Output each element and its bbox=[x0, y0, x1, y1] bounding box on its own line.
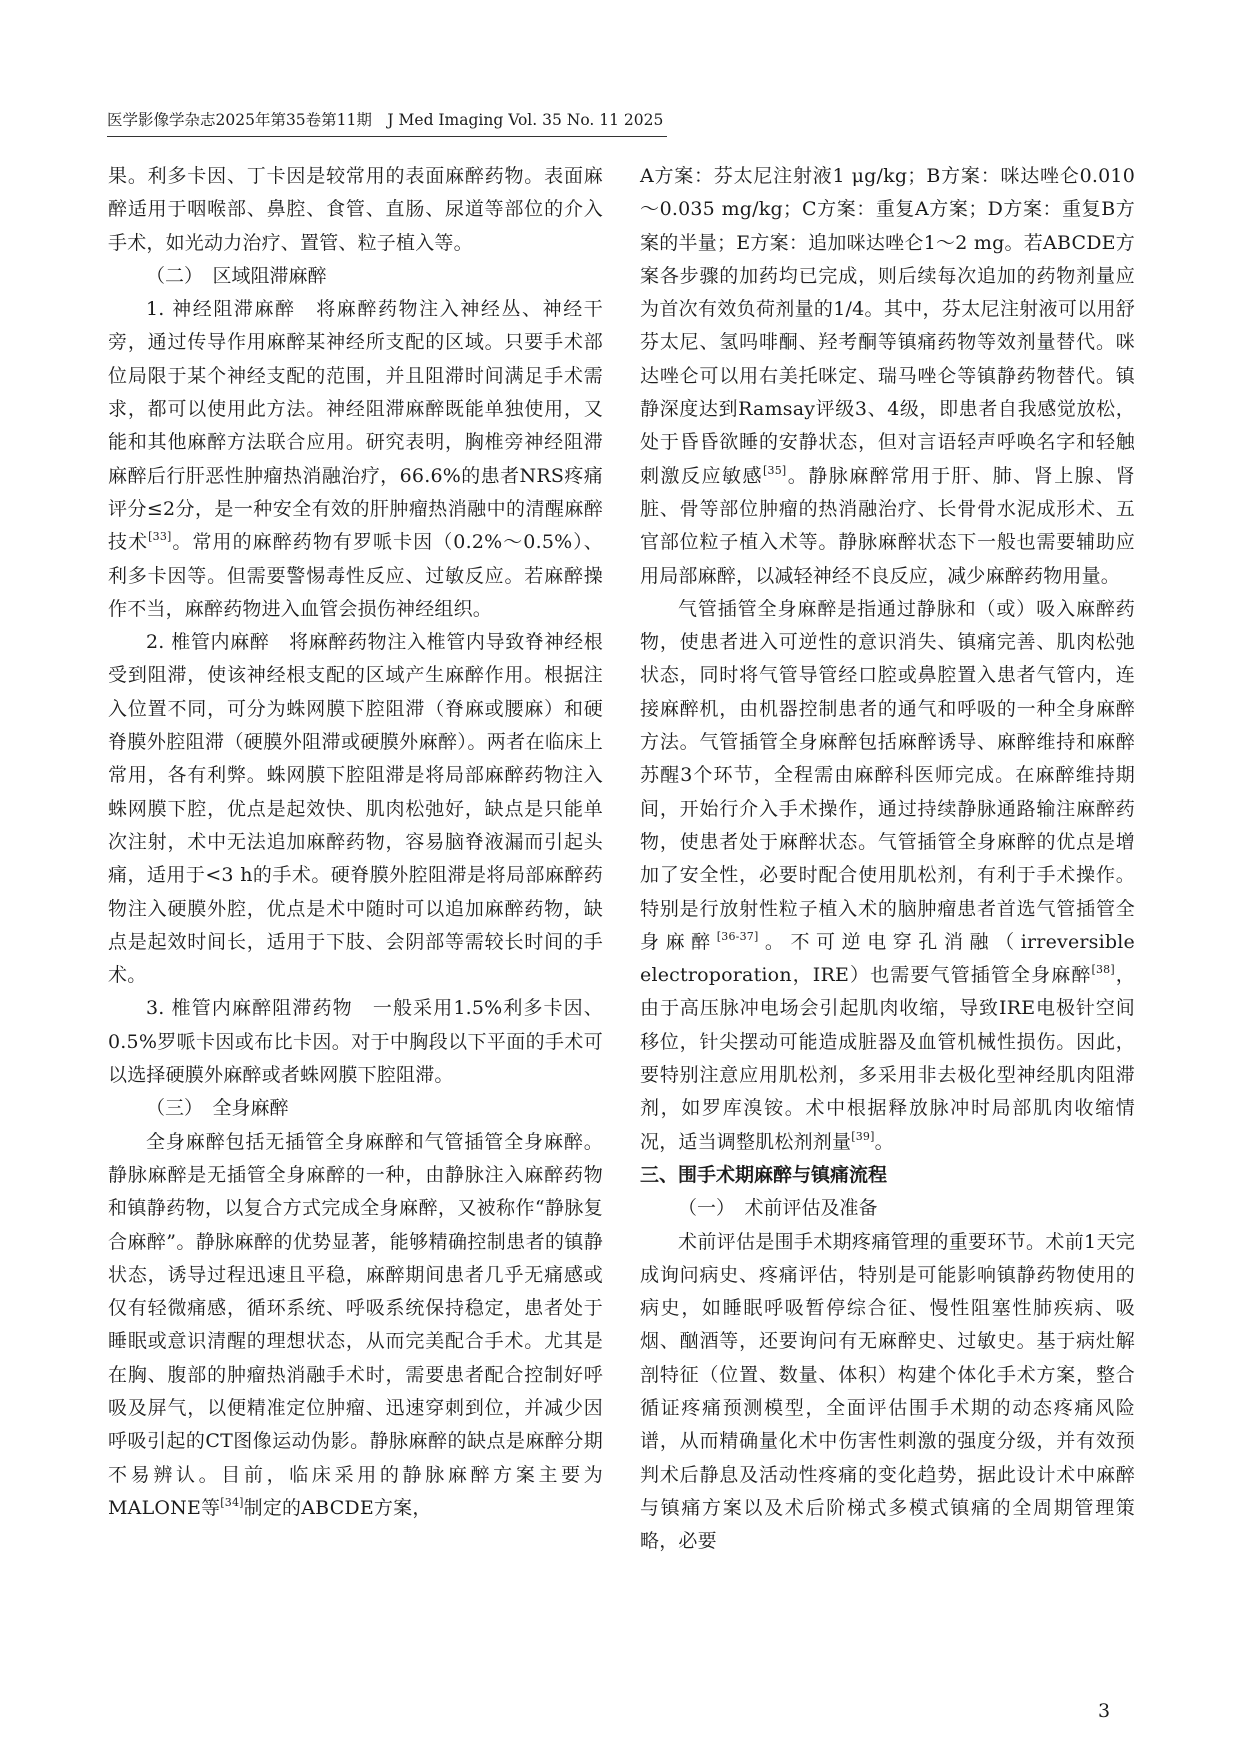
running-header: 医学影像学杂志2025年第35卷第11期 J Med Imaging Vol. 35 No. 11 2025 bbox=[107, 111, 664, 129]
citation: [36-37] bbox=[716, 929, 759, 943]
paragraph: 1. 神经阻滞麻醉 将麻醉药物注入神经丛、神经干旁，通过传导作用麻醉某神经所支配的区域。只要手术部位局限于某个神经支配的范围，并且阻滞时间满足手术需求，都可以使用此方法。神经阻滞麻醉既能单独使用，又能和其他麻醉方法联合应用。研究表明，胸椎旁神经阻滞麻醉后行肝恶性肿瘤热消融治疗，66.6%的患者NRS疼痛评分≤2分，是一种安全有效的肝肿瘤热消融中的清醒麻醉技术[33]。常用的麻醉药物有罗哌卡因（0.2%～0.5%）、利多卡因等。但需要警惕毒性反应、过敏反应。若麻醉操作不当，麻醉药物进入血管会损伤神经组织。 bbox=[108, 298, 603, 620]
paragraph: 2. 椎管内麻醉 将麻醉药物注入椎管内导致脊神经根受到阻滞，使该神经根支配的区域产生麻醉作用。根据注入位置不同，可分为蛛网膜下腔阻滞（脊麻或腰麻）和硬脊膜外腔阻滞（硬膜外阻滞或硬膜外麻醉）。两者在临床上常用，各有利弊。蛛网膜下腔阻滞是将局部麻醉药物注入蛛网膜下腔，优点是起效快、肌肉松弛好，缺点是只能单次注射，术中无法追加麻醉药物，容易脑脊液漏而引起头痛，适用于<3 h的手术。硬脊膜外腔阻滞是将局部麻醉药物注入硬膜外腔，优点是术中随时可以追加麻醉药物，缺点是起效时间长，适用于下肢、会阴部等需较长时间的手术。 bbox=[108, 631, 603, 987]
subsection-heading: （三） 全身麻醉 bbox=[146, 1097, 289, 1120]
paragraph: 果。利多卡因、丁卡因是较常用的表面麻醉药物。表面麻醉适用于咽喉部、鼻腔、食管、直肠、尿道等部位的介入手术，如光动力治疗、置管、粒子植入等。 bbox=[108, 165, 603, 254]
citation: [34] bbox=[220, 1495, 244, 1509]
citation: [39] bbox=[851, 1129, 875, 1143]
citation: [35] bbox=[763, 463, 787, 477]
paragraph: A方案：芬太尼注射液1 μg/kg；B方案：咪达唑仑0.010～0.035 mg/kg；C方案：重复A方案；D方案：重复B方案的半量；E方案：追加咪达唑仑1～2 mg。若ABCDE方案各步骤的加药均已完成，则后续每次追加的药物剂量应为首次有效负荷剂量的1/4。其中，芬太尼注射液可以用舒芬太尼、氢吗啡酮、羟考酮等镇痛药物等效剂量替代。咪达唑仑可以用右美托咪定、瑞马唑仑等镇静药物替代。镇静深度达到Ramsay评级3、4级，即患者自我感觉放松，处于昏昏欲睡的安静状态，但对言语轻声呼唤名字和轻触刺激反应敏感[35]。静脉麻醉常用于肝、肺、肾上腺、肾脏、骨等部位肿瘤的热消融治疗、长骨骨水泥成形术、五官部位粒子植入术等。静脉麻醉状态下一般也需要辅助应用局部麻醉，以减轻神经不良反应，减少麻醉药物用量。 bbox=[640, 165, 1135, 587]
citation: [33] bbox=[148, 530, 172, 544]
header-rule bbox=[107, 136, 667, 137]
subsection-heading: （二） 区域阻滞麻醉 bbox=[146, 264, 327, 287]
paragraph: 全身麻醉包括无插管全身麻醉和气管插管全身麻醉。静脉麻醉是无插管全身麻醉的一种，由静脉注入麻醉药物和镇静药物，以复合方式完成全身麻醉，又被称作“静脉复合麻醉”。静脉麻醉的优势显著，能够精确控制患者的镇静状态，诱导过程迅速且平稳，麻醉期间患者几乎无痛感或仅有轻微痛感，循环系统、呼吸系统保持稳定，患者处于睡眠或意识清醒的理想状态，从而完美配合手术。尤其是在胸、腹部的肿瘤热消融手术时，需要患者配合控制好呼吸及屏气，以便精准定位肿瘤、迅速穿刺到位，并减少因呼吸引起的CT图像运动伪影。静脉麻醉的缺点是麻醉分期不易辨认。目前，临床采用的静脉麻醉方案主要为MALONE等[34]制定的ABCDE方案， bbox=[108, 1130, 603, 1519]
page-number: 3 bbox=[1098, 1700, 1111, 1722]
subsection-heading: （一） 术前评估及准备 bbox=[678, 1197, 878, 1220]
left-column bbox=[108, 160, 603, 1525]
paragraph: 气管插管全身麻醉是指通过静脉和（或）吸入麻醉药物，使患者进入可逆性的意识消失、镇痛完善、肌肉松弛状态，同时将气管导管经口腔或鼻腔置入患者气管内，连接麻醉机，由机器控制患者的通气和呼吸的一种全身麻醉方法。气管插管全身麻醉包括麻醉诱导、麻醉维持和麻醉苏醒3个环节，全程需由麻醉科医师完成。在麻醉维持期间，开始行介入手术操作，通过持续静脉通路输注麻醉药物，使患者处于麻醉状态。气管插管全身麻醉的优点是增加了安全性，必要时配合使用肌松剂，有利于手术操作。特别是行放射性粒子植入术的脑肿瘤患者首选气管插管全身麻醉[36-37]。不可逆电穿孔消融（irreversible electroporation，IRE）也需要气管插管全身麻醉[38]，由于高压脉冲电场会引起肌肉收缩，导致IRE电极针空间移位，针尖摆动可能造成脏器及血管机械性损伤。因此，要特别注意应用肌松剂，多采用非去极化型神经肌肉阻滞剂，如罗库溴铵。术中根据释放脉冲时局部肌肉收缩情况，适当调整肌松剂剂量[39]。 bbox=[640, 597, 1135, 1153]
paragraph: 术前评估是围手术期疼痛管理的重要环节。术前1天完成询问病史、疼痛评估，特别是可能影响镇静药物使用的病史，如睡眠呼吸暂停综合征、慢性阻塞性肺疾病、吸烟、酗酒等，还要询问有无麻醉史、过敏史。基于病灶解剖特征（位置、数量、体积）构建个体化手术方案，整合循证疼痛预测模型，全面评估围手术期的动态疼痛风险谱，从而精确量化术中伤害性刺激的强度分级，并有效预判术后静息及活动性疼痛的变化趋势，据此设计术中麻醉与镇痛方案以及术后阶梯式多模式镇痛的全周期管理策略，必要 bbox=[640, 1230, 1135, 1553]
paragraph: 3. 椎管内麻醉阻滞药物 一般采用1.5%利多卡因、0.5%罗哌卡因或布比卡因。对于中胸段以下平面的手术可以选择硬膜外麻醉或者蛛网膜下腔阻滞。 bbox=[108, 997, 603, 1087]
citation: [38] bbox=[1091, 963, 1115, 977]
right-column bbox=[640, 160, 1135, 1558]
section-heading: 三、围手术期麻醉与镇痛流程 bbox=[640, 1163, 888, 1186]
